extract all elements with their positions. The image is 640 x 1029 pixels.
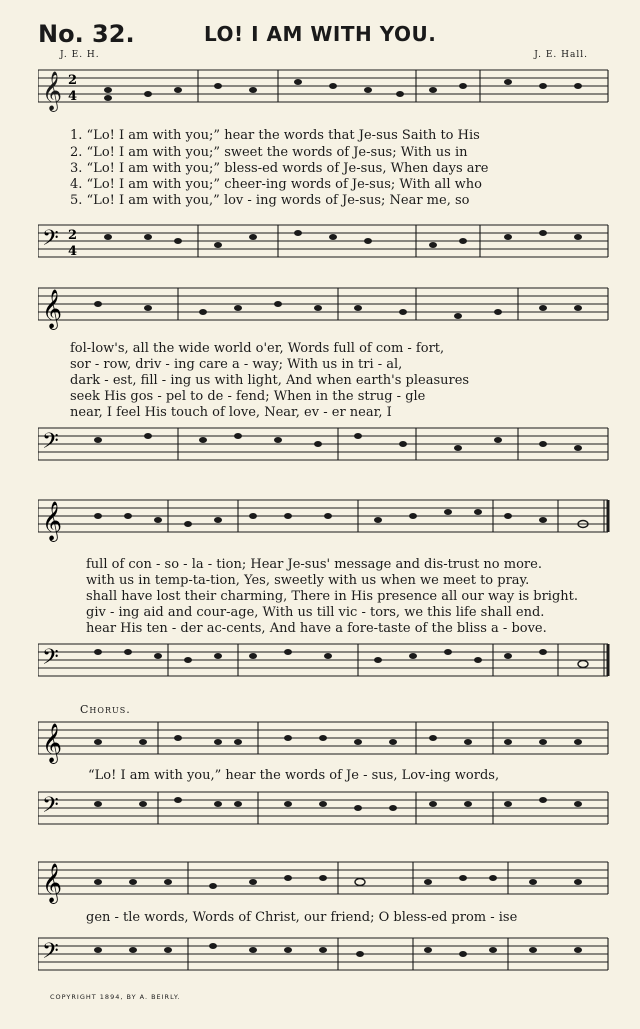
chorus-label: Chorus. [80, 703, 131, 716]
svg-text:𝄢: 𝄢 [42, 939, 59, 969]
bass-staff-chorus-1 [38, 782, 612, 838]
svg-text:𝄢: 𝄢 [42, 429, 59, 459]
verse-2-line-3: with us in temp-ta-tion, Yes, sweetly with us when we meet to pray. [86, 573, 530, 588]
hymn-title: LO! I AM WITH YOU. [204, 22, 437, 46]
svg-text:𝄞: 𝄞 [42, 863, 63, 903]
words-credit: J. E. H. [60, 50, 100, 60]
verse-3-line-3: shall have lost their charming, There in His presence all our way is bright. [86, 589, 579, 604]
svg-text:𝄞: 𝄞 [42, 723, 63, 763]
bass-staff-1 [38, 215, 612, 271]
svg-text:𝄢: 𝄢 [42, 793, 59, 823]
verse-1-line-3: full of con - so - la - tion; Hear Je-sus' message and dis-trust no more. [86, 557, 542, 572]
chorus-line-2: gen - tle words, Words of Christ, our friend; O bless-ed prom - ise [86, 910, 518, 925]
verse-4-line-2: seek His gos - pel to de - fend; When in the strug - gle [70, 389, 426, 404]
treble-staff-1 [38, 60, 612, 116]
svg-text:4: 4 [68, 244, 78, 259]
verse-4-line-3: giv - ing aid and cour-age, With us till vic - tors, we this life shall end. [86, 605, 545, 620]
verse-1-line-1: 1. “Lo! I am with you;” hear the words that Je-sus Saith to His [70, 128, 480, 143]
treble-staff-chorus-2 [38, 852, 612, 908]
svg-text:2: 2 [68, 73, 78, 88]
svg-text:2: 2 [68, 228, 78, 243]
music-credit: J. E. Hall. [534, 50, 588, 60]
verse-4-line-1: 4. “Lo! I am with you;” cheer-ing words of Je-sus; With all who [70, 177, 482, 192]
bass-staff-chorus-2 [38, 928, 612, 984]
verse-5-line-1: 5. “Lo! I am with you,” lov - ing words of Je-sus; Near me, so [70, 193, 470, 208]
svg-text:𝄞: 𝄞 [42, 289, 63, 329]
treble-staff-2 [38, 278, 612, 334]
treble-staff-3 [38, 490, 612, 546]
verse-2-line-2: sor - row, driv - ing care a - way; With us in tri - al, [70, 357, 403, 372]
svg-text:𝄢: 𝄢 [42, 226, 59, 256]
bass-staff-2 [38, 418, 612, 474]
svg-text:4: 4 [68, 89, 78, 104]
chorus-line-1: “Lo! I am with you,” hear the words of Je - sus, Lov-ing words, [88, 768, 500, 783]
bass-staff-3 [38, 634, 612, 690]
verse-3-line-2: dark - est, fill - ing us with light, And when earth's pleasures [70, 373, 470, 388]
verse-1-line-2: fol-low's, all the wide world o'er, Words full of com - fort, [70, 341, 445, 356]
treble-staff-chorus-1 [38, 712, 612, 768]
copyright-notice: COPYRIGHT 1894, BY A. BEIRLY. [50, 993, 181, 1001]
verse-5-line-3: hear His ten - der ac-cents, And have a fore-taste of the bliss a - bove. [86, 621, 547, 636]
hymn-number: No. 32. [38, 20, 135, 48]
verse-2-line-1: 2. “Lo! I am with you;” sweet the words of Je-sus; With us in [70, 145, 468, 160]
svg-text:𝄞: 𝄞 [42, 501, 63, 541]
svg-text:𝄞: 𝄞 [42, 71, 63, 111]
svg-text:𝄢: 𝄢 [42, 645, 59, 675]
verse-3-line-1: 3. “Lo! I am with you;” bless-ed words of Je-sus, When days are [70, 161, 489, 176]
verse-5-line-2: near, I feel His touch of love, Near, ev - er near, I [70, 405, 392, 420]
